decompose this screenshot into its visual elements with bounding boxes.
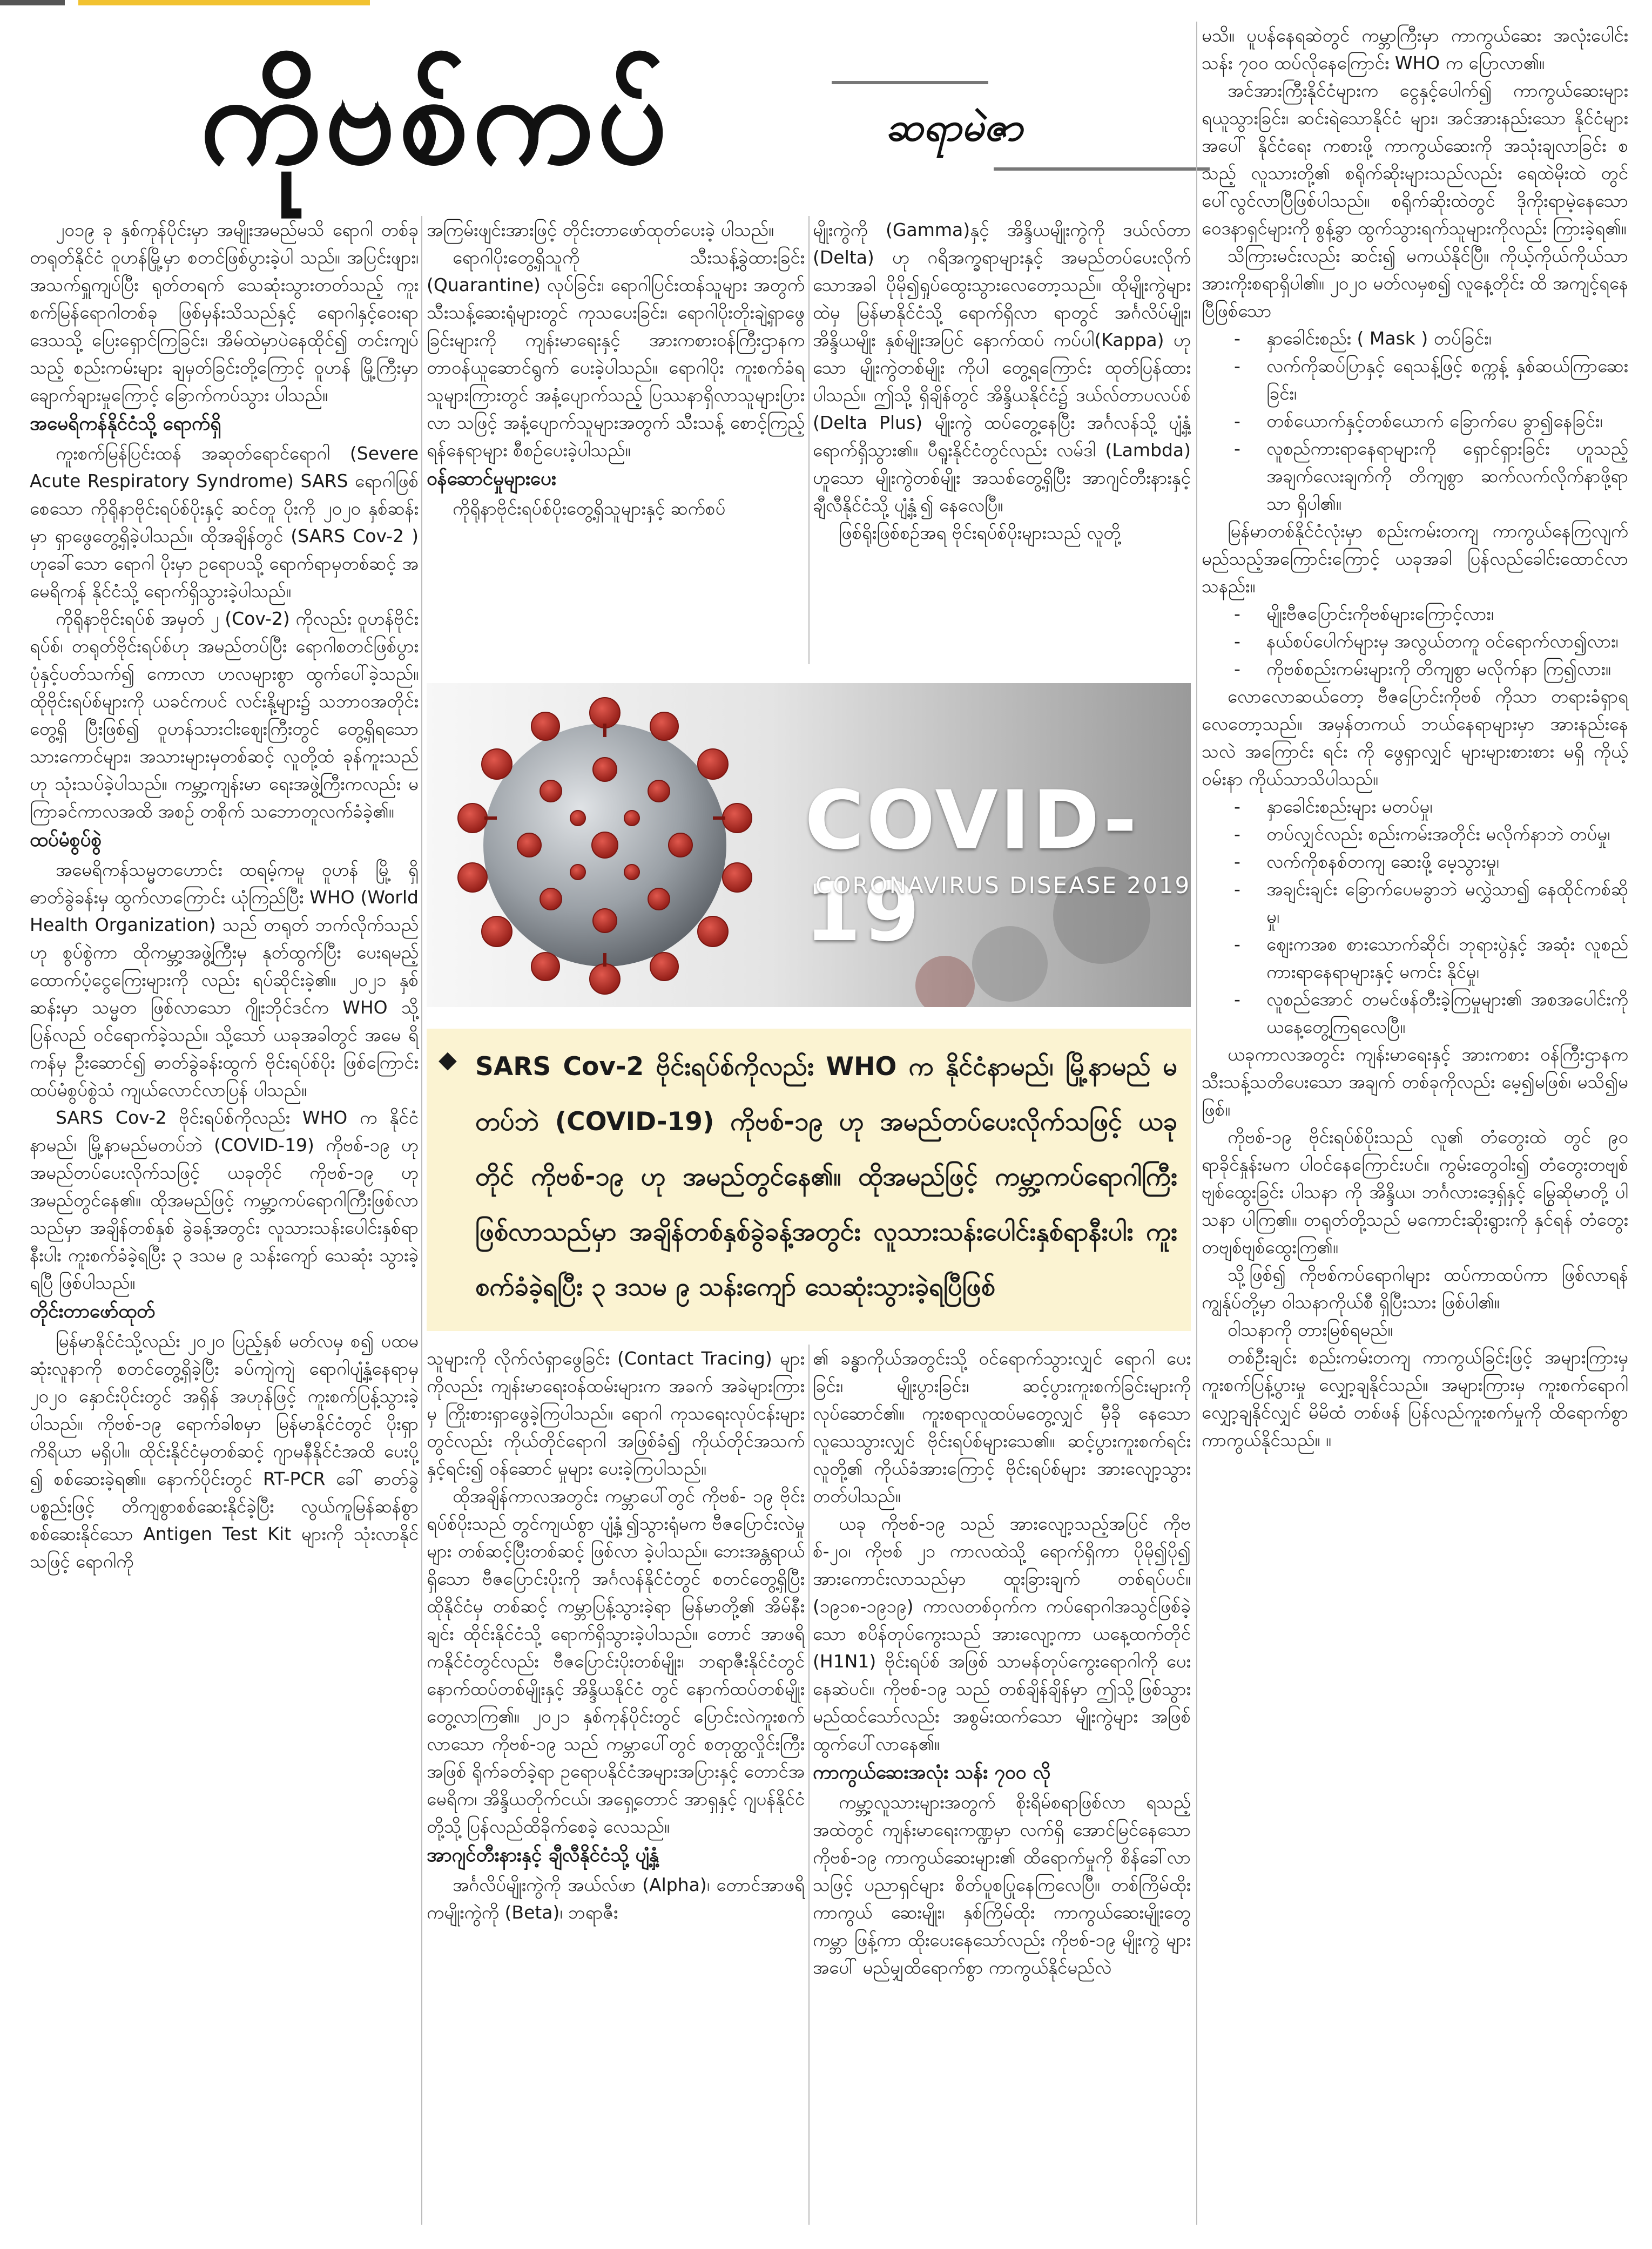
paragraph: ကိုရိုနာဗိုင်းရပ်စ်ပိုးတွေ့ရှိသူများနှင့် ဆက်စပ်	[453, 498, 726, 519]
diamond-bullet-icon: ◆	[439, 1046, 457, 1073]
top-strip-gold	[78, 0, 370, 5]
article-title: ကိုဗစ်ကပ်	[200, 46, 671, 192]
paragraph: ကိုရိုနာဗိုင်းရပ်စ် အမှတ် ၂ (Cov-2) ကိုလည်း ဝူဟန်ဗိုင်းရပ်စ်၊ တရုတ်ဗိုင်းရပ်စ်ဟု အမည်တပ်ပြီး ရောဂါစတင်ဖြစ်ပွားပုံနှင့်ပတ်သက်၍ ကောလာ ဟလများစွာ ထွက်ပေါ်ခဲ့သည်။ ထိုဗိုင်းရပ်စ်များကို ယခင်ကပင် လင်းနို့များ၌ သဘာဝအတိုင်း တွေ့ရှိ ပြီးဖြစ်၍ ဝူဟန်သားငါးဈေးကြီးတွင် တွေ့ရှိရသော သားကောင်များ၊ အသားများမှတစ်ဆင့် လူတို့ထံ ခုန်ကူးသည်ဟု သုံးသပ်ခဲ့ပါသည်။ ကမ္ဘာ့ကျန်းမာ ရေးအဖွဲ့ကြီးကလည်း မကြာခင်ကာလအထိ အစဉ် တစိုက် သဘောတူလက်ခံခဲ့၏။	[30, 608, 419, 822]
column-divider	[808, 216, 810, 664]
paragraph: ကိုဗစ်-၁၉ ဗိုင်းရပ်စ်ပိုးသည် လူ၏ တံတွေးထဲ တွင် ၉၀ ရာခိုင်နှုန်းမက ပါဝင်နေကြောင်းပင်။ ကွမ်းတွေဝါး၍ တံတွေးတဗျစ်ဗျစ်ထွေးခြင်း ပါသနာ ကို အိန္ဒိယ၊ ဘင်္ဂလားဒေ့ရှ်နှင့် မြွေဆိုမာတို့ ပါသနာ ပါကြ၏။ တရုတ်တို့သည် မကောင်းဆိုးရွားကို နှင်ရန် တံတွေးတဗျစ်ဗျစ်ထွေးကြ၏။	[1202, 1126, 1628, 1258]
covid-19-illustration	[427, 683, 1191, 1007]
subheading: ဝန်ဆောင်မှုများပေး	[427, 468, 556, 490]
paragraph: ကမ္ဘာ့လူသားများအတွက် စိုးရိမ်စရာဖြစ်လာ ရသည့်အထဲတွင် ကျန်းမာရေးကဏ္ဍမှာ လက်ရှိ အောင်မြင်နေသောကိုဗစ်-၁၉ ကာကွယ်ဆေးများ၏ ထိရောက်မှုကို စိန်ခေါ်လာသဖြင့် ပညာရှင်များ စိတ်ပူစပြုနေကြလေပြီ။ တစ်ကြိမ်ထိုး ကာကွယ် ဆေးမျိုး၊ နှစ်ကြိမ်ထိုး ကာကွယ်ဆေးမျိုးတွေ ကမ္ဘာ ဖြန့်ကာ ထိုးပေးနေသော်လည်း ကိုဗစ်-၁၉ မျိုးကွဲ များအပေါ် မည်မျှထိရောက်စွာ ကာကွယ်နိုင်မည်လဲ	[813, 1792, 1191, 1978]
top-strip	[0, 0, 1652, 5]
paragraph: ဝါသနာကို တားမြစ်ရမည်။	[1228, 1319, 1393, 1340]
paragraph: သူများကို လိုက်လံရှာဖွေခြင်း (Contact Tracing) များကိုလည်း ကျန်းမာရေးဝန်ထမ်းများက အခက် အခဲများကြားမှ ကြိုးစားရှာဖွေခဲ့ကြပါသည်။ ရောဂါ ကုသရေးလုပ်ငန်းများတွင်လည်း ကိုယ်တိုင်ရောဂါ အဖြစ်ခံ၍ ကိုယ်တိုင်အသက်နှင့်ရင်း၍ ဝန်ဆောင် မှုများ ပေးခဲ့ကြပါသည်။	[427, 1348, 805, 1479]
list-item: - အချင်းချင်း ခြောက်ပေမခွာဘဲ မလွှဲသာ၍ နေထိုင်ကစ်ဆိုမှု၊	[1202, 875, 1628, 930]
paragraph: ယခု ကိုဗစ်-၁၉ သည် အားလျော့သည့်အပြင် ကိုဗစ်-၂၀၊ ကိုဗစ် ၂၁ ကာလထဲသို့ ရောက်ရှိကာ ပိုမို၍ပို၍ အားကောင်းလာသည်မှာ ထူးခြားချက် တစ်ရပ်ပင်။ (၁၉၁၈-၁၉၁၉) ကာလတစ်ဝှက်က ကပ်ရောဂါအသွင်ဖြစ်ခဲ့သော စပိန်တုပ်ကွေးသည် အားလျော့ကာ ယနေ့ထက်တိုင် (H1N1) ဗိုင်းရပ်စ် အဖြစ် သာမန်တုပ်ကွေးရောဂါကို ပေးနေဆဲပင်။ ကိုဗစ်-၁၉ သည် တစ်ချိန်ချိန်မှာ ဤသို့ဖြစ်သွား မည်ထင်သော်လည်း အစွမ်းထက်သော မျိုးကွဲများ အဖြစ် ထွက်ပေါ်လာနေ၏။	[813, 1513, 1191, 1754]
column-3-top	[813, 216, 1191, 664]
list-item: - ကိုဗစ်စည်းကမ်းများကို တိကျစွာ မလိုက်နာ ကြ၍လား။	[1202, 655, 1628, 683]
paragraph: အင်အားကြီးနိုင်ငံများက ငွေနှင့်ပေါက်၍ ကာကွယ်ဆေးများ ရယူသွားခြင်း၊ ဆင်းရဲသောနိုင်ငံ များ၊ အင်အားနည်းသော နိုင်ငံများအပေါ် နိုင်ငံရေး ကစားဖို့ ကာကွယ်ဆေးကို အသုံးချလာခြင်း စသည့် လူသားတို့၏ စရိုက်ဆိုးများသည်လည်း ရေထဲမိုးထဲ တွင် ပေါ်လွင်လာပြီဖြစ်ပါသည်။ စရိုက်ဆိုးထဲတွင် ဒိုကိုးရာမဲ့နေသော ဝေဒနာရှင်များကို စွန့်ခွာ ထွက်သွားရက်သူများကိုလည်း ကြားခဲ့ရ၏။	[1202, 80, 1628, 239]
paragraph: မသိ။ ပူပန်နေရဆဲတွင် ကမ္ဘာကြီးမှာ ကာကွယ်ဆေး အလုံးပေါင်း သန်း ၇၀၀ ထပ်လိုနေကြောင်း WHO က ပြောလာ၏။	[1202, 25, 1628, 73]
paragraph: မြန်မာနိုင်ငံသို့လည်း ၂၀၂၀ ပြည့်နှစ် မတ်လမှ စ၍ ပထမဆုံးလူနာကို စတင်တွေ့ရှိခဲ့ပြီး ခပ်ကျဲကျဲ ရောဂါပျံ့နှံ့နေရာမှ ၂၀၂၀ နှောင်းပိုင်းတွင် အရှိန် အဟုန်ဖြင့် ကူးစက်ပြန့်သွားခဲ့ပါသည်။ ကိုဗစ်-၁၉ ရောက်ခါစမှာ မြန်မာနိုင်ငံတွင် ပိုးရှာကိရိယာ မရှိပါ။ ထိုင်းနိုင်ငံမှတစ်ဆင့် ဂျာမနီနိုင်ငံအထိ ပေးပို့ ၍ စစ်ဆေးခဲ့ရ၏။ နောက်ပိုင်းတွင် RT-PCR ခေါ် ဓာတ်ခွဲပစ္စည်းဖြင့် တိကျစွာစစ်ဆေးနိုင်ခဲ့ပြီး လွယ်ကူမြန်ဆန်စွာ စစ်ဆေးနိုင်သော Antigen Test Kit များကို သုံးလာနိုင်သဖြင့် ရောဂါကို	[30, 1331, 419, 1572]
paragraph: မျိုးကွဲကို (Gamma)နှင့် အိန္ဒိယမျိုးကွဲကို ဒယ်လ်တာ (Delta) ဟု ဂရိအက္ခရာများနှင့် အမည်တပ်ပေးလိုက် သောအခါ ပိုမို၍ရှုပ်ထွေးသွားလေတော့သည်။ ထိုမျိုးကွဲများထဲမှ မြန်မာနိုင်ငံသို့ ရောက်ရှိလာ ရာတွင် အင်္ဂလိပ်မျိုး၊ အိန္ဒိယမျိုး နှစ်မျိုးအပြင် နောက်ထပ် ကပ်ပါ(Kappa) ဟုသော မျိုးကွဲတစ်မျိုး ကိုပါ တွေ့ရကြောင်း ထုတ်ပြန်ထားပါသည်။ ဤသို့ ရှိချိန်တွင် အိန္ဒိယနိုင်ငံ၌ ဒယ်လ်တာပလပ်စ် (Delta Plus) မျိုးကွဲ ထပ်တွေ့နေပြီး အင်္ဂလန်သို့ ပျံ့နှံ့ ရောက်ရှိသွား၏။ ပီရူးနိုင်ငံတွင်လည်း လမ်ဒါ (Lambda) ဟူသော မျိုးကွဲတစ်မျိုး အသစ်တွေ့ရှိပြီး အာဂျင်တီးနားနှင့် ချီလီနိုင်ငံသို့ ပျံ့နှံ့၍ နေလေပြီ။	[813, 219, 1191, 516]
subheading: အမေရိကန်နိုင်ငံသို့ ရောက်ရှိ	[30, 413, 221, 435]
list-item: - နယ်စပ်ပေါက်များမှ အလွယ်တကူ ဝင်ရောက်လာ၍လား၊	[1202, 627, 1628, 655]
paragraph: အကြမ်းဖျင်းအားဖြင့် တိုင်းတာဖော်ထုတ်ပေးခဲ့ ပါသည်။	[427, 219, 774, 240]
paragraph: သို့ဖြစ်၍ ကိုဗစ်ကပ်ရောဂါများ ထပ်ကာထပ်ကာ ဖြစ်လာရန် ကျွန်ုပ်တို့မှာ ဝါသနာကိုယ်စီ ရှိပြီးသား ဖြစ်ပါ၏။	[1202, 1264, 1628, 1313]
paragraph: တစ်ဦးချင်း စည်းကမ်းတကျ ကာကွယ်ခြင်းဖြင့် အများကြားမှ ကူးစက်ပြန့်ပွားမှု လျှော့ချနိုင်သည်။ အများကြားမှ ကူးစက်ရောဂါလျှော့ချနိုင်လျှင် မိမိထံ တစ်ဖန် ပြန်လည်ကူးစက်မှုကို ထိရောက်စွာ ကာကွယ်နိုင်သည်။ ။	[1202, 1347, 1628, 1450]
column-divider	[808, 1345, 810, 2225]
column-divider	[421, 216, 422, 2225]
author-byline: ဆရာမဲဇာ	[886, 104, 1023, 150]
column-divider	[1196, 22, 1197, 2225]
subheading: အာဂျင်တီးနားနှင့် ချီလီနိုင်ငံသို့ ပျံ့နှံ့	[427, 1845, 659, 1866]
list-item: - တစ်ယောက်နှင့်တစ်ယောက် ခြောက်ပေ ခွာ၍နေခြင်း၊	[1202, 407, 1628, 435]
list-item: - လက်ကိုဆပ်ပြာနှင့် ရေသန့်ဖြင့် စက္ကန့် နှစ်ဆယ်ကြာဆေးခြင်း၊	[1202, 352, 1628, 407]
column-1	[30, 216, 419, 2225]
subheading: ကာကွယ်ဆေးအလုံး သန်း ၇၀၀ လို	[813, 1762, 1051, 1784]
list-item: - လက်ကိုစနစ်တကျ ဆေးဖို့ မေ့သွားမှု၊	[1202, 848, 1628, 875]
byline-rule-bottom	[994, 167, 1210, 171]
paragraph: မြန်မာတစ်နိုင်ငံလုံးမှာ စည်းကမ်းတကျ ကာကွယ်နေကြလျက် မည်သည့်အကြောင်းကြောင့် ယခုအခါ ပြန်လည်ခေါင်းထောင်လာသနည်း။	[1202, 521, 1628, 597]
list-item: - ဈေးကအစ စားသောက်ဆိုင်၊ ဘုရားပွဲနှင့် အဆုံး လူစည်ကားရာနေရာများနှင့် မကင်း နိုင်မှု၊	[1202, 930, 1628, 985]
paragraph: ဖြစ်ရိုးဖြစ်စဉ်အရ ဗိုင်းရပ်စ်ပိုးများသည် လူတို့	[839, 522, 1121, 543]
paragraph: လောလောဆယ်တော့ ဗီဇပြောင်းကိုဗစ် ကိုသာ တရားခံရှာရလေတော့သည်။ အမှန်တကယ် ဘယ်နေရာများမှာ အားနည်းနေသလဲ အကြောင်း ရင်း ကို ဖွေရှာလျှင် များများစားစား မရှိ ကိုယ့်ဝမ်းနာ ကိုယ်သာသိပါသည်။	[1202, 686, 1628, 789]
cause-list	[1202, 600, 1628, 683]
paragraph: SARS Cov-2 ဗိုင်းရပ်စ်ကိုလည်း WHO က နိုင်ငံနာမည်၊ မြို့နာမည်မတပ်ဘဲ (COVID-19) ကိုဗစ်-၁၉ ဟု အမည်တပ်ပေးလိုက်သဖြင့် ယခုတိုင် ကိုဗစ်-၁၉ ဟု အမည်တွင်နေ၏။ ထိုအမည်ဖြင့် ကမ္ဘာ့ကပ်ရောဂါကြီးဖြစ်လာသည်မှာ အချိန်တစ်နှစ် ခွဲခန့်အတွင်း လူသားသန်းပေါင်းနှစ်ရာနီးပါး ကူးစက်ခံခဲ့ရပြီး ၃ ဒသမ ၉ သန်းကျော် သေဆုံး သွားခဲ့ရပြီ ဖြစ်ပါသည်။	[30, 1107, 419, 1293]
list-item: - နှာခေါင်းစည်းများ မတပ်မှု၊	[1202, 793, 1628, 820]
column-4	[1202, 22, 1628, 2225]
column-2-top	[427, 216, 805, 664]
paragraph: ရောဂါပိုးတွေ့ရှိသူကို သီးသန့်ခွဲထားခြင်း (Quarantine) လုပ်ခြင်း၊ ရောဂါပြင်းထန်သူများ အတွက် သီးသန့်ဆေးရုံများတွင် ကုသပေးခြင်း၊ ရောဂါပိုးတိုးချဲ့ရှာဖွေခြင်းများကို ကျန်းမာရေးနှင့် အားကစားဝန်ကြီးဌာနက တာဝန်ယူဆောင်ရွက် ပေးခဲ့ပါသည်။ ရောဂါပိုး ကူးစက်ခံရသူများကြားတွင် အနံ့ပျောက်သည့် ပြဿနာရှိလာသူများပြားလာ သဖြင့် အနံ့ပျောက်သူများအတွက် သီးသန့် စောင့်ကြည့်ရန်နေရာများ စီစဉ်ပေးခဲ့ပါသည်။	[427, 247, 805, 461]
column-3-bottom	[813, 1345, 1191, 2225]
list-item: - နှာခေါင်းစည်း ( Mask ) တပ်ခြင်း၊	[1202, 325, 1628, 352]
paragraph: သိကြားမင်းလည်း ဆင်း၍ မကယ်နိုင်ပြီ။ ကိုယ့်ကိုယ်ကိုယ်သာ အားကိုးစရာရှိပါ၏။ ၂၀၂၀ မတ်လမှစ၍ လူနေ့တိုင်း ထိ အကျင့်ရနေပြီဖြစ်သော	[1202, 245, 1628, 321]
pull-quote	[427, 1029, 1191, 1331]
paragraph: ထိုအချိန်ကာလအတွင်း ကမ္ဘာပေါ်တွင် ကိုဗစ်- ၁၉ ဗိုင်းရပ်စ်ပိုးသည် တွင်ကျယ်စွာ ပျံ့နှံ့၍သွားရုံမက ဗီဇပြောင်းလဲမှုများ တစ်ဆင့်ပြီးတစ်ဆင့် ဖြစ်လာ ခဲ့ပါသည်။ ဘေးအန္တရာယ်ရှိသော ဗီဇပြောင်းပိုးကို အင်္ဂလန်နိုင်ငံတွင် စတင်တွေ့ရှိပြီး ထိုနိုင်ငံမှ တစ်ဆင့် ကမ္ဘာပြန့်သွားခဲ့ရာ မြန်မာတို့၏ အိမ်နီး ချင်း ထိုင်းနိုင်ငံသို့ ရောက်ရှိသွားခဲ့ပါသည်။ တောင် အာဖရိကနိုင်ငံတွင်လည်း ဗီဇပြောင်းပိုးတစ်မျိုး၊ ဘရာဇီးနိုင်ငံတွင် နောက်ထပ်တစ်မျိုးနှင့် အိန္ဒိယနိုင်ငံ တွင် နောက်ထပ်တစ်မျိုး တွေ့လာကြ၏။ ၂၀၂၁ နှစ်ကုန်ပိုင်းတွင် ပြောင်းလဲကူးစက်လာသော ကိုဗစ်-၁၉ သည် ကမ္ဘာပေါ်တွင် စတုတ္ထလှိုင်းကြီး အဖြစ် ရိုက်ခတ်ခဲ့ရာ ဥရောပနိုင်ငံအများအပြားနှင့် တောင်အမေရိက၊ အိန္ဒိယတိုက်ငယ်၊ အရှေ့တောင် အာရှနှင့် ဂျပန်နိုင်ငံတို့သို့ ပြန်လည်ထိခိုက်စေခဲ့ လေသည်။	[427, 1485, 805, 1837]
list-item: - လူစည်အောင် တမင်ဖန်တီးခဲ့ကြမှုများ၏ အစအပေါင်းကို ယနေ့တွေ့ကြရလေပြီ။	[1202, 985, 1628, 1041]
list-item: - တပ်လျှင်လည်း စည်းကမ်းအတိုင်း မလိုက်နာဘဲ တပ်မှု၊	[1202, 820, 1628, 848]
column-2-bottom	[427, 1345, 805, 2225]
paragraph: ၂၀၁၉ ခု နှစ်ကုန်ပိုင်းမှာ အမျိုးအမည်မသိ ရောဂါ တစ်ခု တရုတ်နိုင်ငံ ဝူဟန်မြို့မှာ စတင်ဖြစ်ပွားခဲ့ပါ သည်။ အပြင်းဖျား၊ အသက်ရှူကျပ်ပြီး ရုတ်တရက် သေဆုံးသွားတတ်သည့် ကူးစက်မြန်ရောဂါတစ်ခု ဖြစ်မှန်းသိသည်နှင့် ရောဂါနှင့်ဝေးရာဒေသသို့ ပြေးရှောင်ကြခြင်း၊ အိမ်ထဲမှာပဲနေထိုင်၍ တင်းကျပ် သည့် စည်းကမ်းများ ချမှတ်ခြင်းတို့ကြောင့် ဝူဟန် မြို့ကြီးမှာ ချောက်ချားမှုကြောင့် ခြောက်ကပ်သွား ပါသည်။	[30, 219, 419, 406]
covid-headline: COVID-19	[805, 774, 1139, 960]
list-item: - မျိုးဗီဇပြောင်းကိုဗစ်များကြောင့်လား၊	[1202, 600, 1628, 627]
subheading: တိုင်းတာဖော်ထုတ်	[30, 1301, 156, 1322]
list-item: - လူစည်ကားရာနေရာများကို ရှောင်ရှားခြင်း ဟူသည့် အချက်လေးချက်ကို တိကျစွာ ဆက်လက်လိုက်နာဖို့ရာသာ ရှိပါ၏။	[1202, 435, 1628, 517]
masthead	[32, 22, 1210, 221]
covid-subtitle: CORONAVIRUS DISEASE 2019	[815, 872, 1191, 899]
paragraph: ကူးစက်မြန်ပြင်းထန် အဆုတ်ရောင်ရောဂါ (Severe Acute Respiratory Syndrome) SARS ရောဂါဖြစ်စေသော ကိုရိုနာဗိုင်းရပ်စ်ပိုးနှင့် ဆင်တူ ပိုးကို ၂၀၂၀ နှစ်ဆန်းမှာ ရှာဖွေတွေ့ရှိခဲ့ပါသည်။ ထိုအချိန်တွင် (SARS Cov-2 ) ဟုခေါ်သော ရောဂါ ပိုးမှာ ဥရောပသို့ ရောက်ရာမှတစ်ဆင့် အမေရိကန် နိုင်ငံသို့ ရောက်ရှိသွားခဲ့ပါသည်။	[30, 443, 419, 602]
pull-quote-text: SARS Cov-2 ဗိုင်းရပ်စ်ကိုလည်း WHO က နိုင်ငံနာမည်၊ မြို့နာမည် မတပ်ဘဲ (COVID-19) ကိုဗစ်-၁၉ ဟု အမည်တပ်ပေးလိုက်သဖြင့် ယခုတိုင် ကိုဗစ်-၁၉ ဟု အမည်တွင်နေ၏။ ထိုအမည်ဖြင့် ကမ္ဘာ့ကပ်ရောဂါကြီး ဖြစ်လာသည်မှာ အချိန်တစ်နှစ်ခွဲခန့်အတွင်း လူသားသန်းပေါင်းနှစ်ရာနီးပါး ကူးစက်ခံခဲ့ရပြီး ၃ ဒသမ ၉ သန်းကျော် သေဆုံးသွားခဲ့ရပြီဖြစ်	[475, 1052, 1177, 1302]
subheading: ထပ်မံစွပ်စွဲ	[30, 829, 102, 851]
byline-rule-top	[832, 81, 988, 84]
weakness-list	[1202, 793, 1628, 1041]
precaution-list	[1202, 325, 1628, 517]
paragraph: ၏ ခန္ဓာကိုယ်အတွင်းသို့ ဝင်ရောက်သွားလျှင် ရောဂါ ပေးခြင်း၊ မျိုးပွားခြင်း၊ ဆင့်ပွားကူးစက်ခြင်းများကို လုပ်ဆောင်၏။ ကူးစရာလူထပ်မတွေ့လျှင် မှီခို နေသော လူသေသွားလျှင် ဗိုင်းရပ်စ်များသေ၏။ ဆင့်ပွားကူးစက်ရင်း လူတို့၏ ကိုယ်ခံအားကြောင့် ဗိုင်းရပ်စ်များ အားလျော့သွားတတ်ပါသည်။	[813, 1348, 1191, 1507]
top-strip-dark	[0, 0, 65, 5]
paragraph: အမေရိကန်သမ္မတဟောင်း ထရမ့်ကမူ ဝူဟန် မြို့ ရှိ ဓာတ်ခွဲခန်းမှ ထွက်လာကြောင်း ယုံကြည်ပြီး WHO (World Health Organization) သည် တရုတ် ဘက်လိုက်သည်ဟု စွပ်စွဲကာ ထိုကမ္ဘာ့အဖွဲ့ကြီးမှ နုတ်ထွက်ပြီး ပေးရမည့် ထောက်ပံ့ငွေကြေးများကို လည်း ရပ်ဆိုင်းခဲ့၏။ ၂၀၂၁ နှစ်ဆန်းမှာ သမ္မတ ဖြစ်လာသော ဂျိုးဘိုင်ဒင်က WHO သို့ ပြန်လည် ဝင်ရောက်ခဲ့သည်။ သို့သော် ယခုအခါတွင် အမေ ရိကန်မှ ဦးဆောင်၍ ဓာတ်ခွဲခန်းထွက် ဗိုင်းရပ်စ်ပိုး ဖြစ်ကြောင်း ထပ်မံစွပ်စွဲသံ ကျယ်လောင်လာပြန် ပါသည်။	[30, 859, 419, 1100]
paragraph: ယခုကာလအတွင်း ကျန်းမာရေးနှင့် အားကစား ဝန်ကြီးဌာနက သီးသန့်သတိပေးသော အချက် တစ်ခုကိုလည်း မေ့၍မဖြစ်၊ မသိ၍မဖြစ်။	[1202, 1044, 1628, 1120]
paragraph: အင်္ဂလိပ်မျိုးကွဲကို အယ်လ်ဖာ (Alpha)၊ တောင်အာဖရိကမျိုးကွဲကို (Beta)၊ ဘရာဇီး	[427, 1874, 805, 1923]
